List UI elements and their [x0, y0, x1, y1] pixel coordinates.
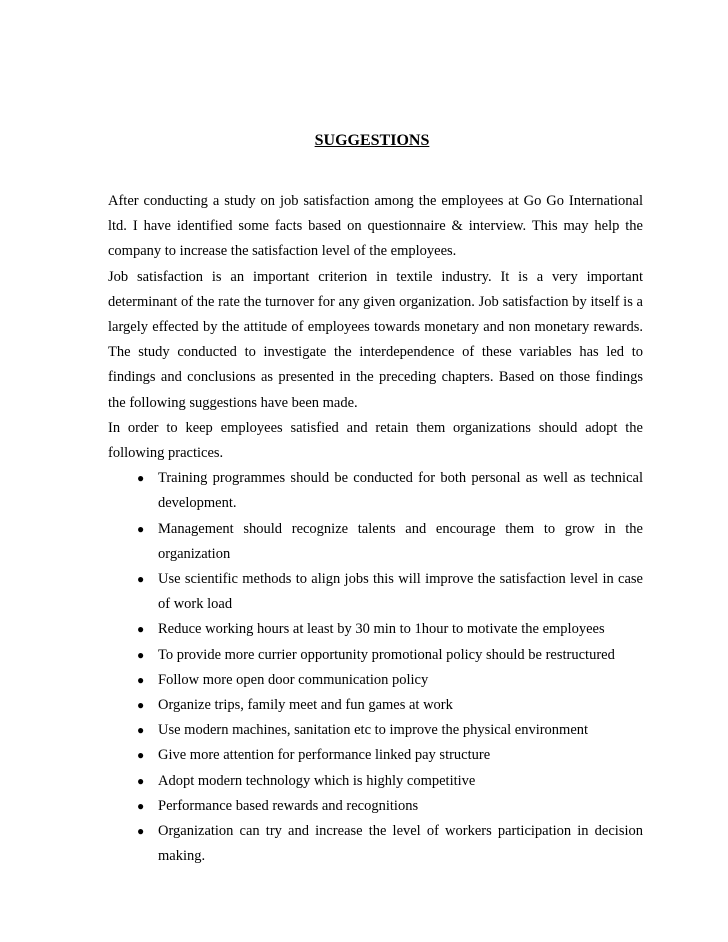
bullet-icon: ●: [137, 748, 145, 763]
body-text: [108, 189, 643, 869]
page-title: SUGGESTIONS: [314, 132, 430, 149]
list-item: [108, 794, 643, 819]
list-item-text: Reduce working hours at least by 30 min to 1hour to motivate the employees: [158, 621, 605, 638]
context-paragraph: Job satisfaction is an important criterion in textile industry. It is a very important determinant of the rate the turnover for any given organization. Job satisfaction by itself is a largely effected by the attitude of employees towards monetary and non monetary rewards. The study conducted to investigate the interdependence of these variables has led to findings and conclusions as presented in the preceding chapters. Based on those findings the following suggestions have been made.: [108, 268, 643, 411]
bullet-icon: ●: [137, 798, 145, 813]
bullet-icon: ●: [137, 521, 145, 536]
list-item-text: Give more attention for performance linked pay structure: [158, 747, 491, 764]
list-item: [108, 693, 643, 718]
list-item: [108, 567, 643, 617]
bullet-icon: ●: [137, 471, 145, 486]
list-item: [108, 819, 643, 869]
list-item-text: Management should recognize talents and encourage them to grow in the organization: [158, 520, 643, 562]
bullet-icon: ●: [137, 773, 145, 788]
intro-paragraph: After conducting a study on job satisfaction among the employees at Go Go International ltd. I have identified some facts based on questionnaire & interview. This may help the company to increase the satisfaction level of the employees.: [108, 193, 643, 260]
bullet-icon: ●: [137, 647, 145, 662]
list-item-text: Use scientific methods to align jobs this will improve the satisfaction level in case of work load: [158, 571, 643, 613]
list-item: [108, 617, 643, 642]
list-item-text: To provide more currier opportunity promotional policy should be restructured: [158, 646, 615, 663]
list-item-text: Follow more open door communication policy: [158, 671, 429, 688]
list-item-text: Organize trips, family meet and fun games at work: [158, 697, 453, 714]
bullet-icon: ●: [137, 622, 145, 637]
list-item-text: Performance based rewards and recognitions: [158, 797, 419, 814]
practices-paragraph: In order to keep employees satisfied and retain them organizations should adopt the following practices.: [108, 419, 643, 462]
bullet-icon: ●: [137, 572, 145, 587]
bullet-icon: ●: [137, 723, 145, 738]
list-item-text: Adopt modern technology which is highly competitive: [158, 772, 476, 789]
suggestions-list: [108, 466, 643, 869]
list-item: [108, 718, 643, 743]
list-item-text: Use modern machines, sanitation etc to improve the physical environment: [158, 722, 589, 739]
list-item: [108, 743, 643, 768]
bullet-icon: ●: [137, 824, 145, 839]
list-item: [108, 769, 643, 794]
bullet-icon: ●: [137, 698, 145, 713]
list-item: [108, 517, 643, 567]
list-item-text: Organization can try and increase the level of workers participation in decision making.: [158, 823, 643, 865]
list-item-text: Training programmes should be conducted for both personal as well as technical development.: [158, 470, 643, 512]
list-item: [108, 466, 643, 516]
list-item: [108, 668, 643, 693]
bullet-icon: ●: [137, 672, 145, 687]
list-item: [108, 643, 643, 668]
